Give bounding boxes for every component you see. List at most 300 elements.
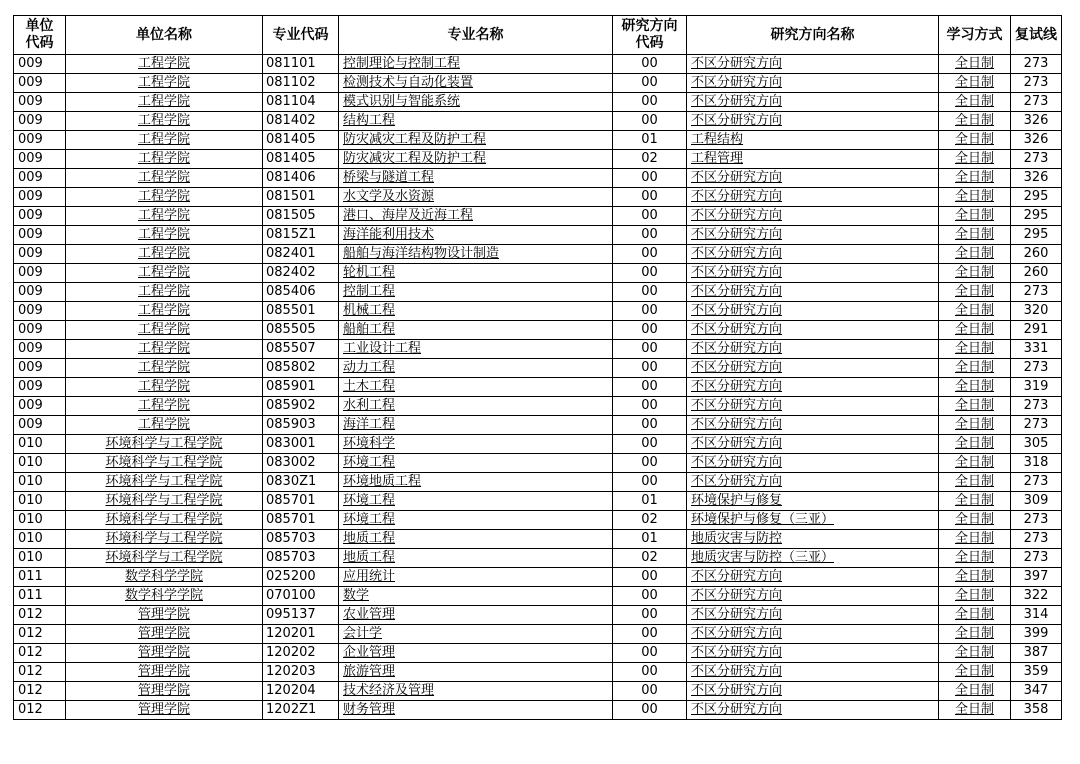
cell-unit-name-text: 环境科学与工程学院 (105, 531, 223, 546)
cell-study-mode (939, 55, 1011, 74)
cell-retest-line: 273 (1011, 416, 1062, 435)
table-row (14, 511, 1062, 530)
cell-direction-name-text: 地质灾害与防控 (691, 531, 783, 546)
cell-retest-line: 387 (1011, 644, 1062, 663)
cell-study-mode-text: 全日制 (954, 607, 994, 622)
cell-direction-name-text: 不区分研究方向 (691, 303, 783, 318)
cell-study-mode-text: 全日制 (954, 512, 994, 527)
cell-direction-name-text: 环境保护与修复（三亚） (691, 512, 835, 527)
cell-retest-line: 295 (1011, 226, 1062, 245)
cell-unit-code: 010 (14, 454, 66, 473)
table-row (14, 549, 1062, 568)
cell-major-code: 081501 (263, 188, 339, 207)
cell-major-name-text: 水利工程 (343, 398, 396, 413)
cell-direction-code: 00 (613, 663, 687, 682)
cell-direction-name (687, 207, 939, 226)
cell-retest-line: 273 (1011, 473, 1062, 492)
cell-major-name (339, 188, 613, 207)
cell-unit-code: 010 (14, 473, 66, 492)
cell-unit-name-text: 工程学院 (137, 56, 190, 71)
cell-direction-name-text: 不区分研究方向 (691, 645, 783, 660)
cell-major-name (339, 663, 613, 682)
cell-direction-name (687, 568, 939, 587)
cell-major-name (339, 283, 613, 302)
cell-direction-code: 00 (613, 245, 687, 264)
table-row (14, 93, 1062, 112)
table-row (14, 112, 1062, 131)
cell-major-code: 085701 (263, 511, 339, 530)
cell-study-mode (939, 568, 1011, 587)
cell-direction-code: 00 (613, 587, 687, 606)
cell-major-name-text: 地质工程 (343, 550, 396, 565)
cell-unit-name (66, 644, 263, 663)
cell-study-mode-text: 全日制 (954, 132, 994, 147)
cell-retest-line: 291 (1011, 321, 1062, 340)
cell-unit-name-text: 工程学院 (137, 151, 190, 166)
cell-unit-code: 010 (14, 511, 66, 530)
table-row (14, 663, 1062, 682)
cell-direction-name-text: 工程管理 (691, 151, 744, 166)
cell-unit-name-text: 工程学院 (137, 132, 190, 147)
table-row (14, 606, 1062, 625)
cell-unit-name (66, 207, 263, 226)
cell-direction-code: 00 (613, 606, 687, 625)
cell-major-code: 083001 (263, 435, 339, 454)
cell-unit-code: 010 (14, 492, 66, 511)
cell-study-mode (939, 682, 1011, 701)
cell-direction-code: 00 (613, 625, 687, 644)
cell-major-code: 095137 (263, 606, 339, 625)
cell-unit-name (66, 511, 263, 530)
cell-retest-line: 273 (1011, 397, 1062, 416)
cell-major-name-text: 海洋工程 (343, 417, 396, 432)
cell-unit-name-text: 工程学院 (137, 113, 190, 128)
cell-major-code: 085507 (263, 340, 339, 359)
cell-direction-code: 00 (613, 302, 687, 321)
cell-study-mode (939, 511, 1011, 530)
cell-unit-code: 012 (14, 663, 66, 682)
cell-study-mode (939, 492, 1011, 511)
cell-unit-name (66, 112, 263, 131)
cell-unit-name-text: 管理学院 (137, 607, 190, 622)
cell-direction-name (687, 188, 939, 207)
cell-direction-name (687, 169, 939, 188)
cell-study-mode-text: 全日制 (954, 94, 994, 109)
cell-study-mode (939, 321, 1011, 340)
cell-study-mode (939, 416, 1011, 435)
cell-direction-name-text: 不区分研究方向 (691, 265, 783, 280)
cell-major-name-text: 农业管理 (343, 607, 396, 622)
cell-direction-code: 00 (613, 682, 687, 701)
cell-major-code: 083002 (263, 454, 339, 473)
cell-study-mode-text: 全日制 (954, 455, 994, 470)
cell-major-name (339, 644, 613, 663)
cell-major-name-text: 财务管理 (343, 702, 396, 717)
cell-study-mode-text: 全日制 (954, 664, 994, 679)
cell-major-name (339, 701, 613, 720)
cell-major-code: 1202Z1 (263, 701, 339, 720)
cell-retest-line: 273 (1011, 74, 1062, 93)
cell-direction-name (687, 55, 939, 74)
cell-unit-code: 009 (14, 283, 66, 302)
cell-direction-name-text: 不区分研究方向 (691, 113, 783, 128)
cell-direction-name-text: 不区分研究方向 (691, 664, 783, 679)
cell-major-name-text: 动力工程 (343, 360, 396, 375)
cell-unit-name (66, 264, 263, 283)
cell-major-name (339, 397, 613, 416)
cell-unit-name-text: 环境科学与工程学院 (105, 493, 223, 508)
table-row (14, 131, 1062, 150)
cell-study-mode (939, 378, 1011, 397)
cell-major-name-text: 机械工程 (343, 303, 396, 318)
cell-direction-name (687, 587, 939, 606)
cell-study-mode-text: 全日制 (954, 493, 994, 508)
cell-major-name-text: 海洋能利用技术 (343, 227, 435, 242)
cell-study-mode-text: 全日制 (954, 417, 994, 432)
cell-major-name-text: 地质工程 (343, 531, 396, 546)
cell-major-code: 085903 (263, 416, 339, 435)
cell-retest-line: 397 (1011, 568, 1062, 587)
cell-retest-line: 314 (1011, 606, 1062, 625)
cell-unit-code: 009 (14, 359, 66, 378)
cell-major-name-text: 工业设计工程 (343, 341, 422, 356)
cell-direction-name-text: 不区分研究方向 (691, 360, 783, 375)
cell-direction-name-text: 不区分研究方向 (691, 455, 783, 470)
cell-direction-name-text: 不区分研究方向 (691, 341, 783, 356)
table-row (14, 55, 1062, 74)
cell-major-name-text: 检测技术与自动化装置 (343, 75, 474, 90)
cell-retest-line: 273 (1011, 549, 1062, 568)
cell-study-mode-text: 全日制 (954, 341, 994, 356)
cell-study-mode-text: 全日制 (954, 208, 994, 223)
header-direction-name: 研究方向名称 (687, 16, 939, 55)
cell-major-name-text: 环境工程 (343, 493, 396, 508)
cell-study-mode-text: 全日制 (954, 265, 994, 280)
cell-direction-name (687, 625, 939, 644)
cell-study-mode-text: 全日制 (954, 436, 994, 451)
cell-study-mode (939, 340, 1011, 359)
cell-study-mode (939, 644, 1011, 663)
cell-unit-name (66, 226, 263, 245)
table-row (14, 587, 1062, 606)
cell-direction-name (687, 93, 939, 112)
cell-unit-name (66, 587, 263, 606)
cell-direction-code: 00 (613, 454, 687, 473)
cell-unit-name-text: 数学科学学院 (124, 588, 203, 603)
cell-retest-line: 399 (1011, 625, 1062, 644)
cell-direction-name-text: 不区分研究方向 (691, 246, 783, 261)
cell-major-code: 0815Z1 (263, 226, 339, 245)
cell-major-name-text: 数学 (343, 588, 370, 603)
table-row (14, 492, 1062, 511)
table-row (14, 264, 1062, 283)
cell-retest-line: 326 (1011, 112, 1062, 131)
cell-major-name (339, 378, 613, 397)
cell-study-mode (939, 549, 1011, 568)
cell-direction-name (687, 150, 939, 169)
cell-direction-name (687, 701, 939, 720)
table-row (14, 416, 1062, 435)
cell-study-mode-text: 全日制 (954, 303, 994, 318)
table-row (14, 473, 1062, 492)
cell-study-mode-text: 全日制 (954, 227, 994, 242)
table-row (14, 682, 1062, 701)
cell-unit-code: 009 (14, 55, 66, 74)
cell-unit-code: 009 (14, 150, 66, 169)
header-unit-code: 单位代码 (14, 16, 66, 55)
cell-unit-code: 009 (14, 321, 66, 340)
cell-unit-code: 009 (14, 112, 66, 131)
cell-direction-name-text: 不区分研究方向 (691, 588, 783, 603)
cell-major-code: 085703 (263, 530, 339, 549)
cell-direction-name (687, 112, 939, 131)
cell-unit-name-text: 工程学院 (137, 322, 190, 337)
cell-major-name (339, 245, 613, 264)
cell-major-code: 081505 (263, 207, 339, 226)
cell-retest-line: 273 (1011, 55, 1062, 74)
table-row (14, 625, 1062, 644)
table-row (14, 378, 1062, 397)
cell-unit-name-text: 工程学院 (137, 75, 190, 90)
cell-unit-name-text: 工程学院 (137, 170, 190, 185)
cell-unit-name-text: 工程学院 (137, 379, 190, 394)
cell-major-name (339, 150, 613, 169)
cell-major-name-text: 桥梁与隧道工程 (343, 170, 435, 185)
cell-direction-name (687, 663, 939, 682)
cell-unit-name (66, 245, 263, 264)
table-row (14, 568, 1062, 587)
cell-retest-line: 359 (1011, 663, 1062, 682)
cell-unit-code: 009 (14, 74, 66, 93)
cell-unit-code: 009 (14, 264, 66, 283)
cell-major-name-text: 水文学及水资源 (343, 189, 435, 204)
cell-major-code: 082401 (263, 245, 339, 264)
cell-direction-name-text: 不区分研究方向 (691, 702, 783, 717)
cell-direction-name-text: 不区分研究方向 (691, 398, 783, 413)
cell-unit-name (66, 74, 263, 93)
cell-major-name (339, 74, 613, 93)
cell-unit-name (66, 625, 263, 644)
cell-major-code: 085902 (263, 397, 339, 416)
cell-unit-name-text: 工程学院 (137, 341, 190, 356)
cell-retest-line: 273 (1011, 530, 1062, 549)
cell-unit-name-text: 环境科学与工程学院 (105, 436, 223, 451)
cell-unit-name (66, 682, 263, 701)
cell-unit-code: 009 (14, 226, 66, 245)
cell-direction-name (687, 549, 939, 568)
cell-unit-code: 009 (14, 207, 66, 226)
cell-unit-code: 009 (14, 397, 66, 416)
cell-unit-code: 011 (14, 568, 66, 587)
cell-major-code: 081406 (263, 169, 339, 188)
cell-major-name-text: 控制工程 (343, 284, 396, 299)
cell-study-mode (939, 150, 1011, 169)
cell-major-name-text: 模式识别与智能系统 (343, 94, 461, 109)
cell-unit-name (66, 701, 263, 720)
table-row (14, 701, 1062, 720)
cell-unit-name (66, 568, 263, 587)
cell-study-mode-text: 全日制 (954, 246, 994, 261)
cell-major-name (339, 530, 613, 549)
table-body (14, 55, 1062, 720)
cell-study-mode (939, 587, 1011, 606)
cell-direction-code: 02 (613, 511, 687, 530)
cell-direction-code: 00 (613, 264, 687, 283)
cell-study-mode (939, 226, 1011, 245)
cell-study-mode (939, 397, 1011, 416)
cell-direction-name-text: 环境保护与修复 (691, 493, 783, 508)
cell-major-name (339, 606, 613, 625)
cell-major-name (339, 112, 613, 131)
cell-direction-name (687, 302, 939, 321)
cell-direction-code: 00 (613, 226, 687, 245)
cell-major-name (339, 302, 613, 321)
cell-unit-code: 009 (14, 340, 66, 359)
cell-unit-name (66, 435, 263, 454)
cell-study-mode-text: 全日制 (954, 151, 994, 166)
cell-study-mode (939, 283, 1011, 302)
cell-major-name-text: 结构工程 (343, 113, 396, 128)
cell-direction-name-text: 不区分研究方向 (691, 284, 783, 299)
cell-major-name-text: 港口、海岸及近海工程 (343, 208, 474, 223)
header-major-code: 专业代码 (263, 16, 339, 55)
cell-direction-name-text: 不区分研究方向 (691, 170, 783, 185)
cell-study-mode-text: 全日制 (954, 379, 994, 394)
table-row (14, 644, 1062, 663)
cell-direction-code: 02 (613, 549, 687, 568)
cell-major-code: 085701 (263, 492, 339, 511)
cell-retest-line: 326 (1011, 131, 1062, 150)
cell-direction-name-text: 不区分研究方向 (691, 94, 783, 109)
table-row (14, 321, 1062, 340)
cell-study-mode-text: 全日制 (954, 702, 994, 717)
cell-direction-code: 00 (613, 416, 687, 435)
cell-major-name-text: 环境科学 (343, 436, 396, 451)
cell-direction-code: 00 (613, 207, 687, 226)
cell-major-name-text: 船舶工程 (343, 322, 396, 337)
header-row (14, 16, 1062, 55)
cell-direction-name (687, 378, 939, 397)
cell-study-mode (939, 454, 1011, 473)
cell-retest-line: 273 (1011, 150, 1062, 169)
cell-study-mode-text: 全日制 (954, 75, 994, 90)
table-row (14, 302, 1062, 321)
table-row (14, 454, 1062, 473)
cell-major-name-text: 轮机工程 (343, 265, 396, 280)
cell-direction-name-text: 不区分研究方向 (691, 569, 783, 584)
header-study-mode: 学习方式 (939, 16, 1011, 55)
cell-major-code: 0830Z1 (263, 473, 339, 492)
cell-major-code: 085406 (263, 283, 339, 302)
cell-study-mode (939, 701, 1011, 720)
cell-retest-line: 326 (1011, 169, 1062, 188)
cell-major-name (339, 131, 613, 150)
cell-major-name-text: 技术经济及管理 (343, 683, 435, 698)
cell-major-name (339, 454, 613, 473)
cell-study-mode (939, 435, 1011, 454)
cell-major-code: 081101 (263, 55, 339, 74)
header-direction-code: 研究方向代码 (613, 16, 687, 55)
cell-unit-code: 009 (14, 93, 66, 112)
cell-study-mode (939, 93, 1011, 112)
cell-major-name (339, 473, 613, 492)
cell-study-mode (939, 302, 1011, 321)
cell-direction-name-text: 不区分研究方向 (691, 75, 783, 90)
cell-retest-line: 305 (1011, 435, 1062, 454)
retest-score-table (13, 15, 1062, 720)
cell-unit-name-text: 工程学院 (137, 189, 190, 204)
cell-direction-code: 00 (613, 340, 687, 359)
cell-direction-name (687, 283, 939, 302)
cell-direction-name-text: 不区分研究方向 (691, 56, 783, 71)
cell-direction-name (687, 359, 939, 378)
cell-direction-name (687, 397, 939, 416)
cell-direction-name (687, 416, 939, 435)
cell-major-name-text: 企业管理 (343, 645, 396, 660)
cell-unit-name-text: 环境科学与工程学院 (105, 550, 223, 565)
cell-major-code: 085901 (263, 378, 339, 397)
cell-unit-code: 009 (14, 416, 66, 435)
cell-study-mode-text: 全日制 (954, 550, 994, 565)
cell-unit-name-text: 数学科学学院 (124, 569, 203, 584)
cell-major-name-text: 环境地质工程 (343, 474, 422, 489)
cell-direction-name (687, 264, 939, 283)
cell-unit-name-text: 管理学院 (137, 645, 190, 660)
cell-direction-code: 00 (613, 701, 687, 720)
cell-major-code: 085501 (263, 302, 339, 321)
cell-direction-code: 00 (613, 378, 687, 397)
cell-direction-code: 00 (613, 74, 687, 93)
cell-direction-code: 00 (613, 188, 687, 207)
cell-direction-name-text: 不区分研究方向 (691, 189, 783, 204)
cell-study-mode (939, 131, 1011, 150)
cell-unit-name-text: 工程学院 (137, 398, 190, 413)
cell-direction-code: 00 (613, 93, 687, 112)
cell-direction-name (687, 644, 939, 663)
cell-major-name (339, 93, 613, 112)
cell-direction-code: 01 (613, 131, 687, 150)
cell-major-code: 070100 (263, 587, 339, 606)
cell-study-mode (939, 74, 1011, 93)
cell-unit-name-text: 工程学院 (137, 208, 190, 223)
cell-unit-code: 011 (14, 587, 66, 606)
cell-direction-name-text: 不区分研究方向 (691, 379, 783, 394)
cell-study-mode-text: 全日制 (954, 322, 994, 337)
cell-major-name (339, 568, 613, 587)
cell-unit-name-text: 管理学院 (137, 702, 190, 717)
cell-major-code: 082402 (263, 264, 339, 283)
cell-unit-name (66, 378, 263, 397)
cell-unit-name (66, 473, 263, 492)
cell-unit-code: 010 (14, 435, 66, 454)
table-row (14, 435, 1062, 454)
cell-retest-line: 273 (1011, 283, 1062, 302)
cell-direction-name (687, 682, 939, 701)
table-row (14, 169, 1062, 188)
cell-retest-line: 318 (1011, 454, 1062, 473)
cell-unit-name-text: 工程学院 (137, 360, 190, 375)
cell-major-name (339, 226, 613, 245)
cell-study-mode (939, 169, 1011, 188)
header-unit-name: 单位名称 (66, 16, 263, 55)
cell-direction-name (687, 530, 939, 549)
cell-retest-line: 295 (1011, 188, 1062, 207)
cell-major-name (339, 416, 613, 435)
cell-direction-name (687, 226, 939, 245)
cell-study-mode-text: 全日制 (954, 683, 994, 698)
cell-study-mode (939, 473, 1011, 492)
cell-direction-name (687, 245, 939, 264)
